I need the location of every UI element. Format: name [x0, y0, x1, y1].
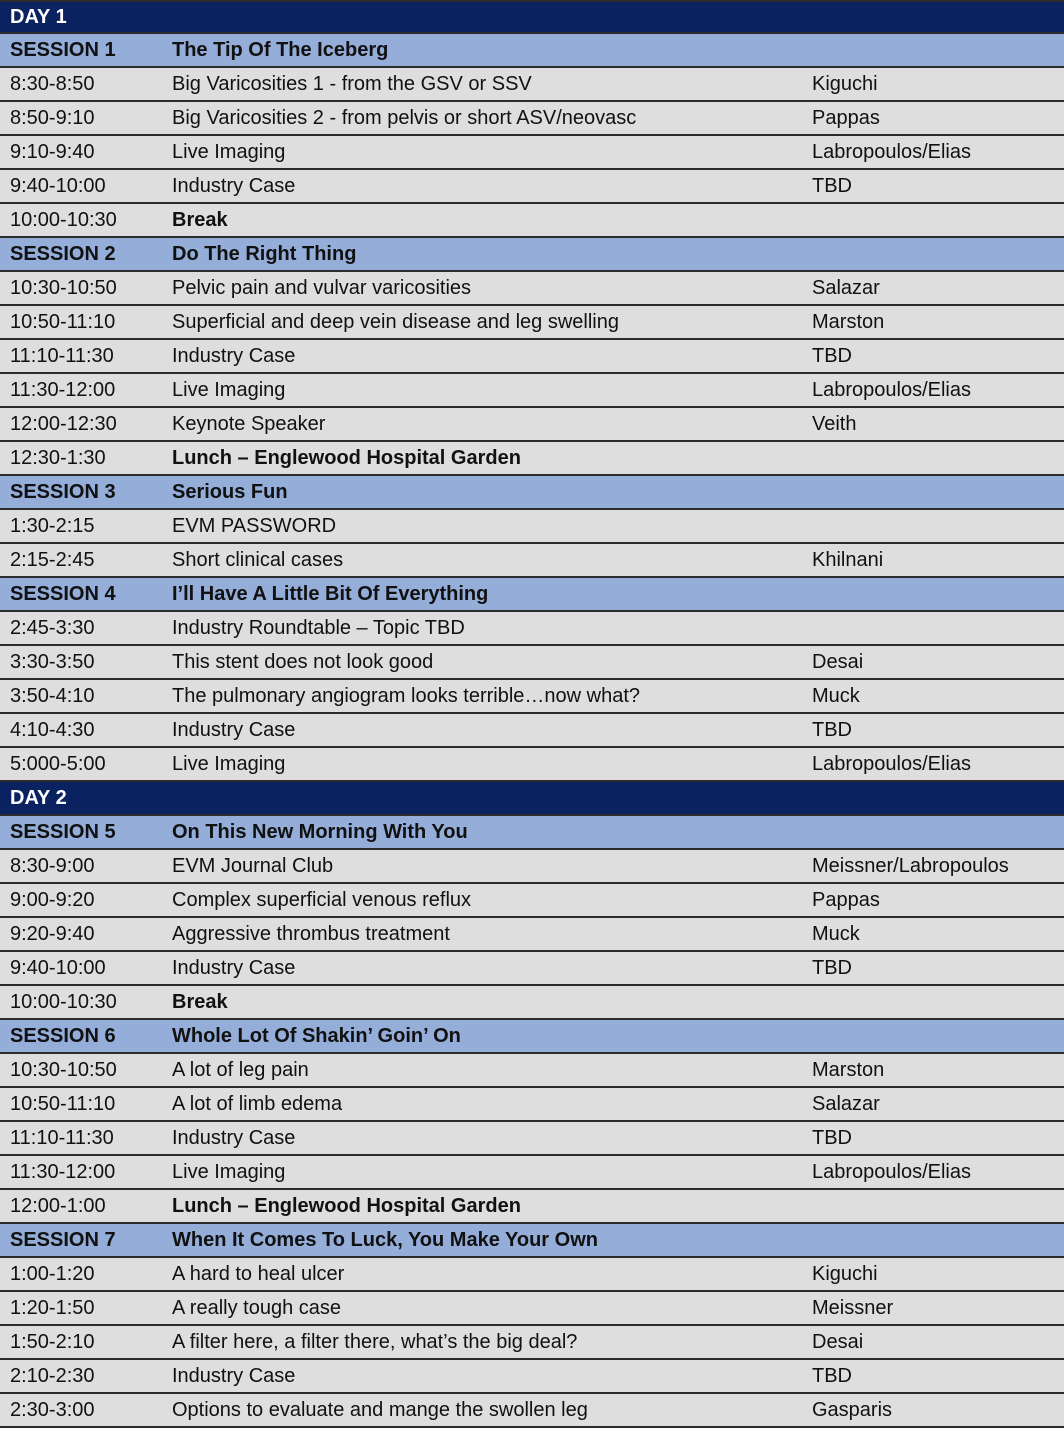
title-cell: A lot of limb edema — [172, 1092, 343, 1115]
time-cell: 3:50-4:10 — [10, 684, 95, 707]
time-cell: 2:45-3:30 — [10, 616, 95, 639]
session-title: The Tip Of The Iceberg — [172, 38, 389, 61]
session-label: SESSION 1 — [10, 38, 116, 61]
title-cell: Industry Case — [172, 718, 296, 741]
time-cell: 12:30-1:30 — [10, 446, 106, 469]
table-row — [0, 374, 1064, 408]
time-cell: 8:30-8:50 — [10, 72, 95, 95]
time-cell: 10:30-10:50 — [10, 1058, 117, 1081]
time-cell: 11:30-12:00 — [10, 1160, 116, 1183]
time-cell: 8:50-9:10 — [10, 106, 95, 129]
session-title: When It Comes To Luck, You Make Your Own — [172, 1228, 598, 1251]
table-row — [0, 850, 1064, 884]
title-cell: Industry Case — [172, 956, 296, 979]
title-cell: Industry Case — [172, 1126, 296, 1149]
table-row — [0, 340, 1064, 374]
time-cell: 2:15-2:45 — [10, 548, 95, 571]
day-header — [0, 782, 1064, 816]
time-cell: 2:30-3:00 — [10, 1398, 95, 1421]
table-row — [0, 918, 1064, 952]
table-row — [0, 986, 1064, 1020]
time-cell: 10:50-11:10 — [10, 1092, 116, 1115]
table-row — [0, 1326, 1064, 1360]
title-cell: Short clinical cases — [172, 548, 344, 571]
speaker-cell: Labropoulos/Elias — [812, 1160, 971, 1183]
speaker-cell: TBD — [812, 718, 852, 741]
time-cell: 5:000-5:00 — [10, 752, 106, 775]
time-cell: 10:00-10:30 — [10, 208, 117, 231]
session-header — [0, 1224, 1064, 1258]
title-cell: Aggressive thrombus treatment — [172, 922, 450, 945]
title-cell: Big Varicosities 2 - from pelvis or short ASV/neovasc — [172, 106, 637, 129]
table-row — [0, 1190, 1064, 1224]
table-row — [0, 510, 1064, 544]
table-row — [0, 1122, 1064, 1156]
time-cell: 1:30-2:15 — [10, 514, 95, 537]
session-label: SESSION 7 — [10, 1228, 116, 1251]
title-cell: Break — [172, 990, 228, 1013]
speaker-cell: Pappas — [812, 888, 880, 911]
session-header — [0, 238, 1064, 272]
table-row — [0, 306, 1064, 340]
table-row — [0, 680, 1064, 714]
speaker-cell: TBD — [812, 956, 852, 979]
session-label: SESSION 2 — [10, 242, 116, 265]
table-row — [0, 204, 1064, 238]
time-cell: 10:50-11:10 — [10, 310, 116, 333]
session-title: On This New Morning With You — [172, 820, 468, 843]
speaker-cell: Desai — [812, 650, 864, 673]
table-row — [0, 1088, 1064, 1122]
title-cell: Superficial and deep vein disease and leg swelling — [172, 310, 619, 333]
time-cell: 1:50-2:10 — [10, 1330, 95, 1353]
table-row — [0, 748, 1064, 782]
speaker-cell: Salazar — [812, 1092, 880, 1115]
session-header — [0, 476, 1064, 510]
time-cell: 9:40-10:00 — [10, 174, 106, 197]
speaker-cell: TBD — [812, 1364, 852, 1387]
table-row — [0, 884, 1064, 918]
table-row — [0, 408, 1064, 442]
time-cell: 12:00-1:00 — [10, 1194, 106, 1217]
table-row — [0, 102, 1064, 136]
time-cell: 1:00-1:20 — [10, 1262, 95, 1285]
table-row — [0, 952, 1064, 986]
title-cell: A filter here, a filter there, what’s the big deal? — [172, 1330, 578, 1353]
time-cell: 4:10-4:30 — [10, 718, 95, 741]
title-cell: Break — [172, 208, 228, 231]
title-cell: EVM Journal Club — [172, 854, 334, 877]
title-cell: Live Imaging — [172, 752, 286, 775]
title-cell: Big Varicosities 1 - from the GSV or SSV — [172, 72, 532, 95]
session-title: I’ll Have A Little Bit Of Everything — [172, 582, 489, 605]
title-cell: The pulmonary angiogram looks terrible…now what? — [172, 684, 641, 707]
speaker-cell: Muck — [812, 684, 860, 707]
title-cell: Industry Roundtable – Topic TBD — [172, 616, 465, 639]
table-row — [0, 170, 1064, 204]
title-cell: Complex superficial venous reflux — [172, 888, 472, 911]
speaker-cell: Labropoulos/Elias — [812, 752, 971, 775]
time-cell: 10:30-10:50 — [10, 276, 117, 299]
speaker-cell: Marston — [812, 1058, 885, 1081]
speaker-cell: Salazar — [812, 276, 880, 299]
table-row — [0, 1258, 1064, 1292]
title-cell: Lunch – Englewood Hospital Garden — [172, 446, 521, 469]
table-row — [0, 714, 1064, 748]
session-label: SESSION 3 — [10, 480, 116, 503]
speaker-cell: Marston — [812, 310, 885, 333]
table-row — [0, 646, 1064, 680]
title-cell: Industry Case — [172, 174, 296, 197]
title-cell: Live Imaging — [172, 140, 286, 163]
title-cell: Industry Case — [172, 1364, 296, 1387]
time-cell: 8:30-9:00 — [10, 854, 95, 877]
title-cell: Lunch – Englewood Hospital Garden — [172, 1194, 521, 1217]
session-label: SESSION 5 — [10, 820, 116, 843]
table-row — [0, 1292, 1064, 1326]
session-label: SESSION 6 — [10, 1024, 116, 1047]
table-row — [0, 442, 1064, 476]
table-row — [0, 544, 1064, 578]
title-cell: EVM PASSWORD — [172, 514, 337, 537]
speaker-cell: Muck — [812, 922, 860, 945]
day-header — [0, 0, 1064, 34]
speaker-cell: Meissner/Labropoulos — [812, 854, 1009, 877]
time-cell: 11:10-11:30 — [10, 344, 114, 367]
speaker-cell: Pappas — [812, 106, 880, 129]
table-row — [0, 136, 1064, 170]
table-row — [0, 272, 1064, 306]
session-header — [0, 816, 1064, 850]
speaker-cell: Kiguchi — [812, 1262, 878, 1285]
session-label: SESSION 4 — [10, 582, 116, 605]
table-row — [0, 612, 1064, 646]
title-cell: Industry Case — [172, 344, 296, 367]
time-cell: 10:00-10:30 — [10, 990, 117, 1013]
table-row — [0, 1360, 1064, 1394]
table-row — [0, 68, 1064, 102]
speaker-cell: Khilnani — [812, 548, 884, 571]
session-title: Whole Lot Of Shakin’ Goin’ On — [172, 1024, 461, 1047]
speaker-cell: Labropoulos/Elias — [812, 140, 971, 163]
time-cell: 11:30-12:00 — [10, 378, 116, 401]
speaker-cell: Labropoulos/Elias — [812, 378, 971, 401]
speaker-cell: Gasparis — [812, 1398, 893, 1421]
time-cell: 2:10-2:30 — [10, 1364, 95, 1387]
title-cell: A lot of leg pain — [172, 1058, 309, 1081]
speaker-cell: Desai — [812, 1330, 864, 1353]
speaker-cell: TBD — [812, 1126, 852, 1149]
session-header — [0, 1020, 1064, 1054]
session-title: Do The Right Thing — [172, 242, 357, 265]
table-row — [0, 1054, 1064, 1088]
title-cell: A hard to heal ulcer — [172, 1262, 345, 1285]
time-cell: 12:00-12:30 — [10, 412, 117, 435]
day-label: DAY 1 — [10, 5, 67, 28]
time-cell: 9:00-9:20 — [10, 888, 95, 911]
speaker-cell: TBD — [812, 174, 852, 197]
session-title: Serious Fun — [172, 480, 288, 503]
time-cell: 11:10-11:30 — [10, 1126, 114, 1149]
title-cell: A really tough case — [172, 1296, 341, 1319]
speaker-cell: Kiguchi — [812, 72, 878, 95]
table-row — [0, 1156, 1064, 1190]
session-header — [0, 34, 1064, 68]
time-cell: 1:20-1:50 — [10, 1296, 95, 1319]
title-cell: Live Imaging — [172, 1160, 286, 1183]
title-cell: Options to evaluate and mange the swollen leg — [172, 1398, 588, 1421]
title-cell: This stent does not look good — [172, 650, 434, 673]
title-cell: Live Imaging — [172, 378, 286, 401]
time-cell: 9:20-9:40 — [10, 922, 95, 945]
title-cell: Keynote Speaker — [172, 412, 326, 435]
session-header — [0, 578, 1064, 612]
speaker-cell: Meissner — [812, 1296, 894, 1319]
day-label: DAY 2 — [10, 786, 67, 809]
time-cell: 3:30-3:50 — [10, 650, 95, 673]
table-row — [0, 1394, 1064, 1428]
title-cell: Pelvic pain and vulvar varicosities — [172, 276, 472, 299]
speaker-cell: TBD — [812, 344, 852, 367]
time-cell: 9:10-9:40 — [10, 140, 95, 163]
time-cell: 9:40-10:00 — [10, 956, 106, 979]
speaker-cell: Veith — [812, 412, 857, 435]
